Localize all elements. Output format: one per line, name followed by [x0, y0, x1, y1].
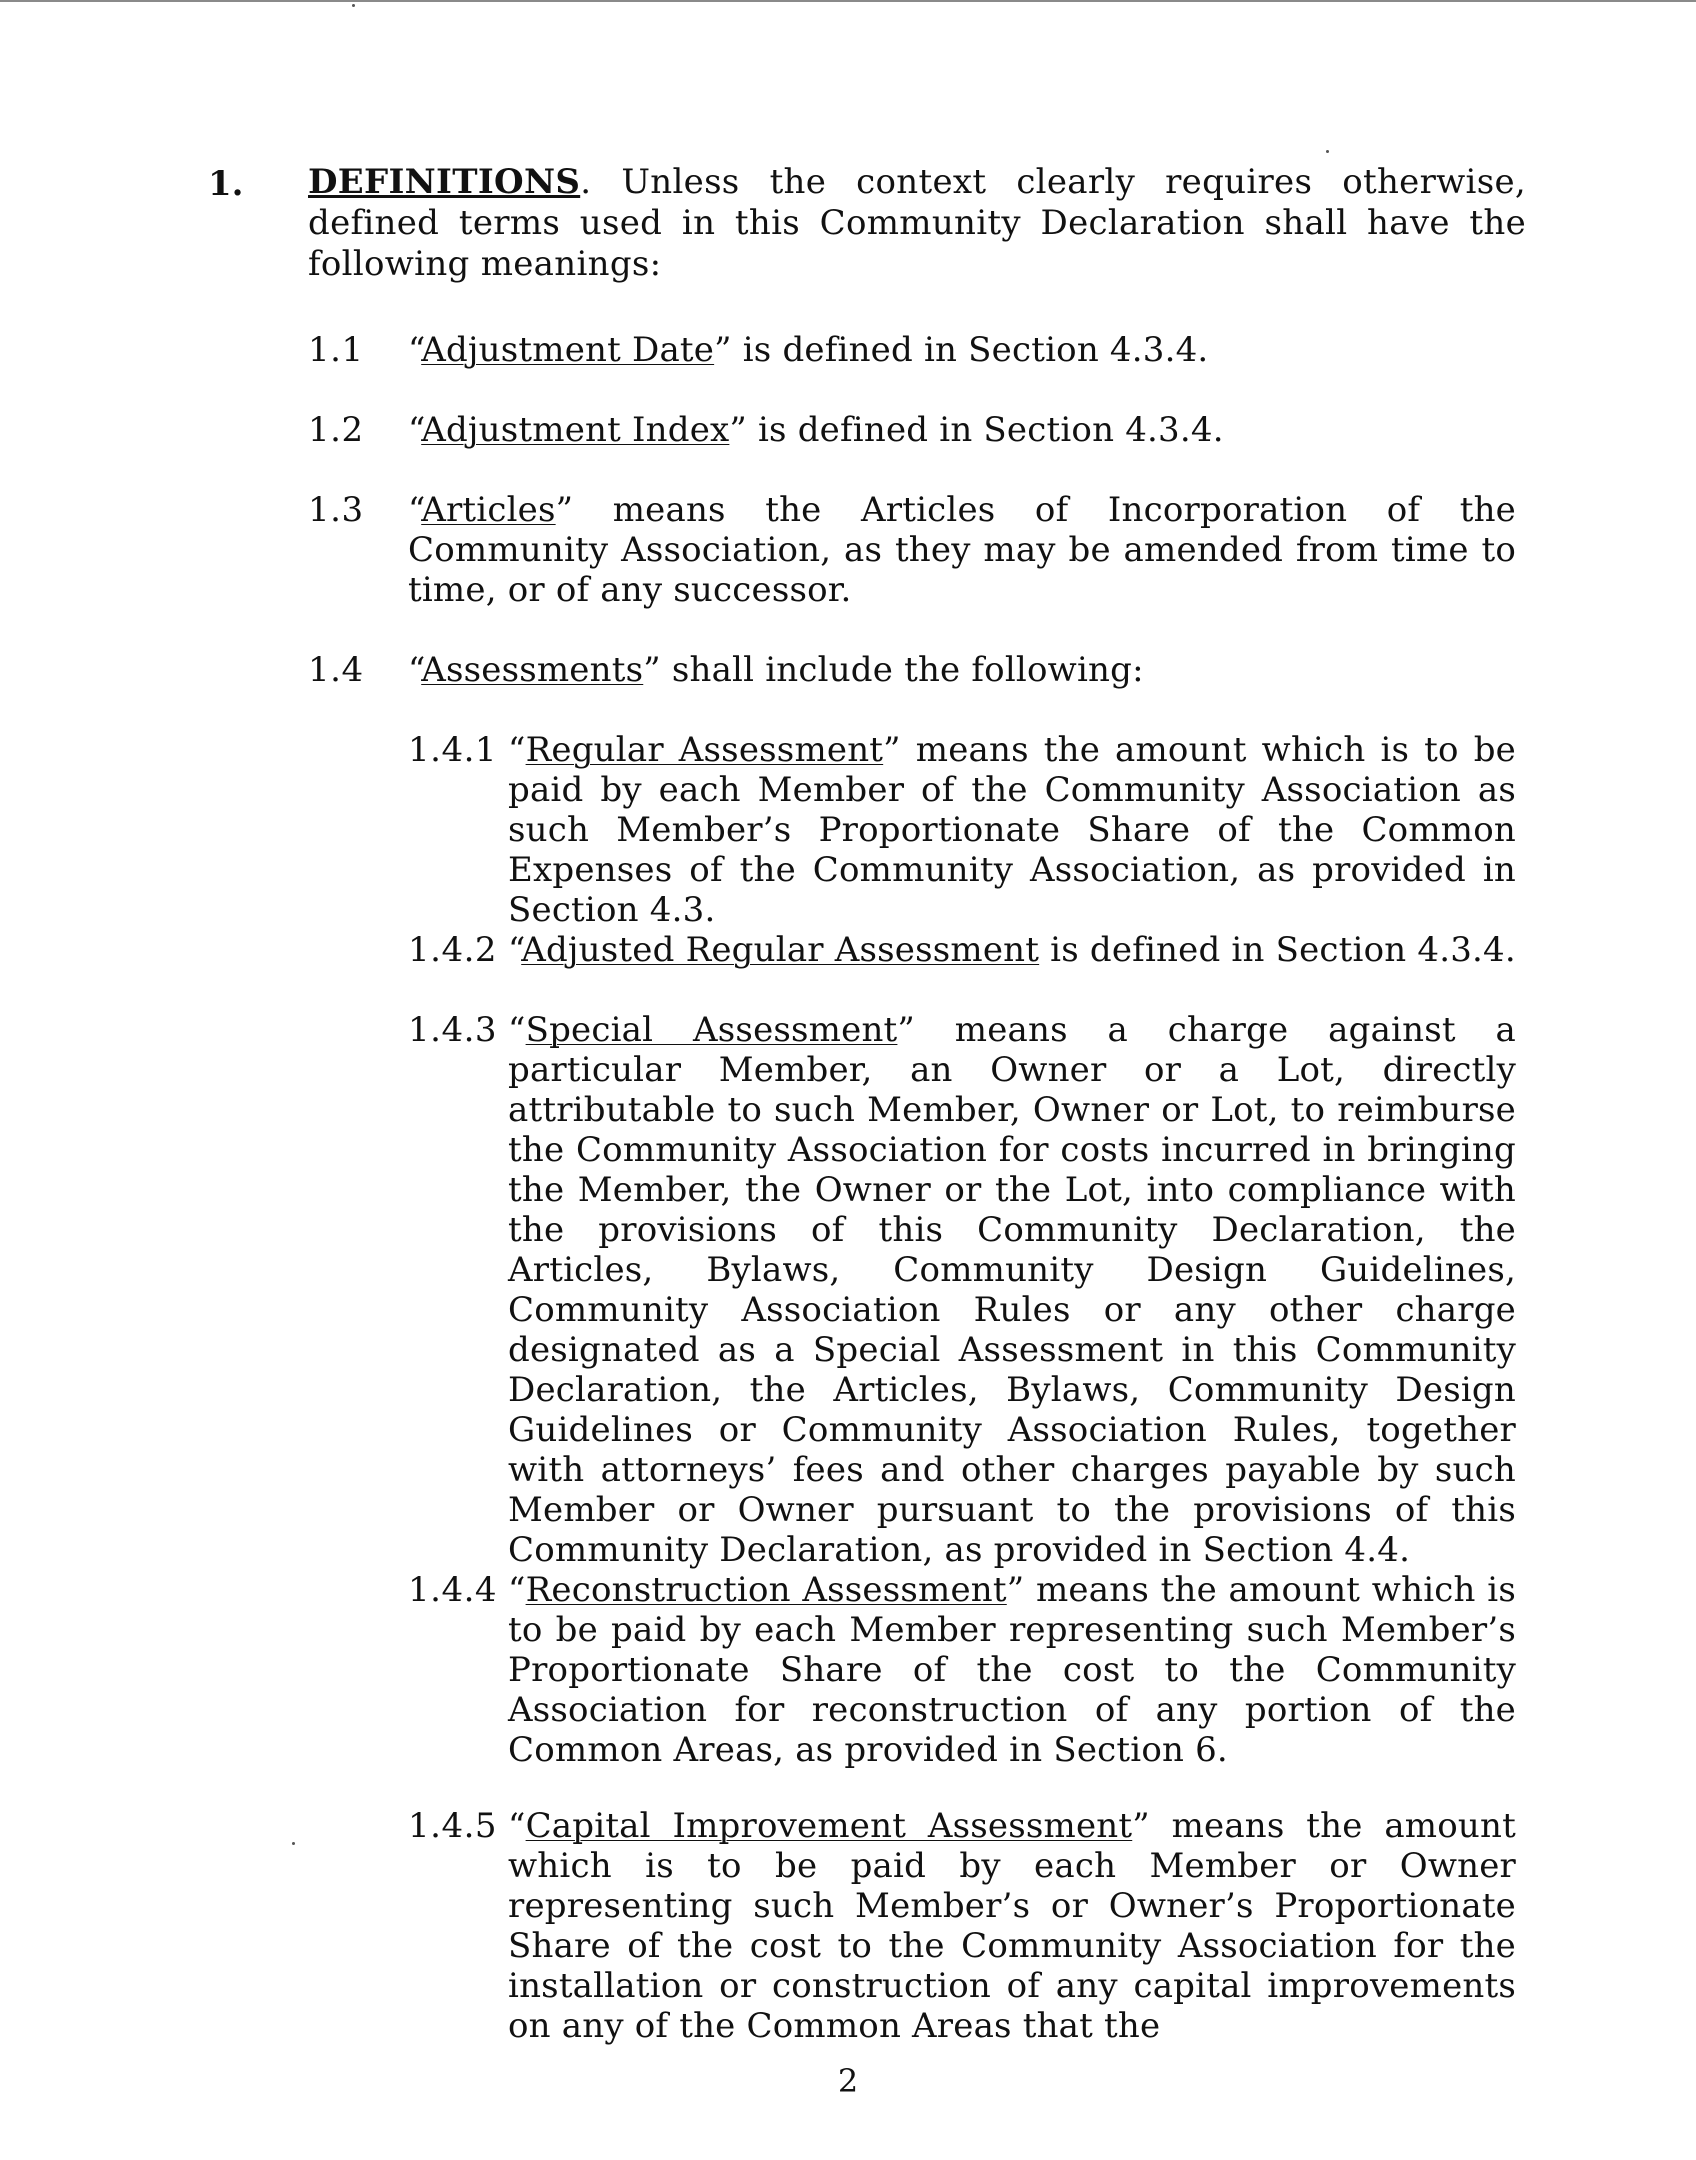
defined-term: Adjustment Date: [421, 330, 715, 370]
section-title-punct: .: [580, 162, 592, 202]
subitem-number: 1.4.5: [408, 1806, 498, 1846]
page-number: 2: [837, 2062, 859, 2100]
subitem-text: is defined in Section 4.3.4.: [1039, 930, 1516, 970]
item-text: ” means the Articles of Incorporation of the Community Association, as they may be amended from time to time, or of any successor.: [408, 490, 1516, 610]
item-body: [408, 330, 1516, 370]
scan-artifact: [292, 1842, 295, 1845]
subitem-number: 1.4.3: [408, 1010, 498, 1050]
scan-top-border: [0, 0, 1696, 2]
subitem-text: ” means the amount which is to be paid by each Member of the Community Association as such Member’s Proportionate Share of the Common Expenses of the Community Association, as provided in Section 4.3.: [508, 730, 1517, 930]
subitem-number: 1.4.2: [408, 930, 498, 970]
defined-term: Regular Assessment: [525, 730, 884, 770]
item-number: 1.4: [308, 650, 364, 690]
defined-term: Reconstruction Assessment: [525, 1570, 1007, 1610]
subitem-body: [508, 930, 1516, 970]
open-quote: “: [508, 930, 522, 970]
section-intro: [308, 162, 1526, 285]
item-text: ” shall include the following:: [643, 650, 1144, 690]
open-quote: “: [508, 1806, 526, 1846]
section-number: 1.: [208, 164, 244, 204]
open-quote: “: [508, 730, 526, 770]
defined-term: Articles: [421, 490, 556, 530]
defined-term: Capital Improvement Assessment: [525, 1806, 1133, 1846]
subitem-body: [508, 1570, 1516, 1770]
item-text: ” is defined in Section 4.3.4.: [714, 330, 1209, 370]
defined-term: Special Assessment: [525, 1010, 898, 1050]
open-quote: “: [508, 1010, 526, 1050]
subitem-body: [508, 1010, 1516, 1570]
section-intro-text: Unless the context clearly requires otherwise, defined terms used in this Community Declaration shall have the following meanings:: [308, 162, 1526, 284]
subitem-body: [508, 730, 1516, 930]
open-quote: “: [408, 410, 422, 450]
subitem-number: 1.4.4: [408, 1570, 498, 1610]
item-number: 1.2: [308, 410, 364, 450]
defined-term: Assessments: [421, 650, 644, 690]
scan-artifact: [352, 4, 355, 7]
open-quote: “: [408, 650, 422, 690]
open-quote: “: [408, 330, 422, 370]
subitem-number: 1.4.1: [408, 730, 498, 770]
open-quote: “: [408, 490, 422, 530]
defined-term: Adjustment Index: [421, 410, 730, 450]
item-text: ” is defined in Section 4.3.4.: [729, 410, 1224, 450]
open-quote: “: [508, 1570, 526, 1610]
subitem-text: ” means the amount which is to be paid by each Member representing such Member’s Proportionate Share of the cost to the Community Association for reconstruction of any portion of the Common Areas, as provided in Section 6.: [508, 1570, 1516, 1770]
item-body: [408, 490, 1516, 610]
section-title: DEFINITIONS: [308, 162, 581, 202]
subitem-text: ” means a charge against a particular Member, an Owner or a Lot, directly attributable to such Member, Owner or Lot, to reimburse the Community Association for costs incurred in bringing the Member, the Owner or the Lot, into compliance with the provisions of this Community Declaration, the Articles, Bylaws, Community Design Guidelines, Community Association Rules or any other charge designated as a Special Assessment in this Community Declaration, the Articles, Bylaws, Community Design Guidelines or Community Association Rules, together with attorneys’ fees and other charges payable by such Member or Owner pursuant to the provisions of this Community Declaration, as provided in Section 4.4.: [508, 1010, 1516, 1570]
scan-artifact: [1326, 150, 1329, 153]
item-body: [408, 410, 1516, 450]
item-number: 1.3: [308, 490, 364, 530]
item-body: [408, 650, 1516, 690]
subitem-body: [508, 1806, 1516, 2046]
defined-term: Adjusted Regular Assessment: [521, 930, 1040, 970]
item-number: 1.1: [308, 330, 364, 370]
subitem-text: ” means the amount which is to be paid by each Member or Owner representing such Member’s or Owner’s Proportionate Share of the cost to the Community Association for the installation or construction of any capital improvements on any of the Common Areas that the: [508, 1806, 1516, 2046]
